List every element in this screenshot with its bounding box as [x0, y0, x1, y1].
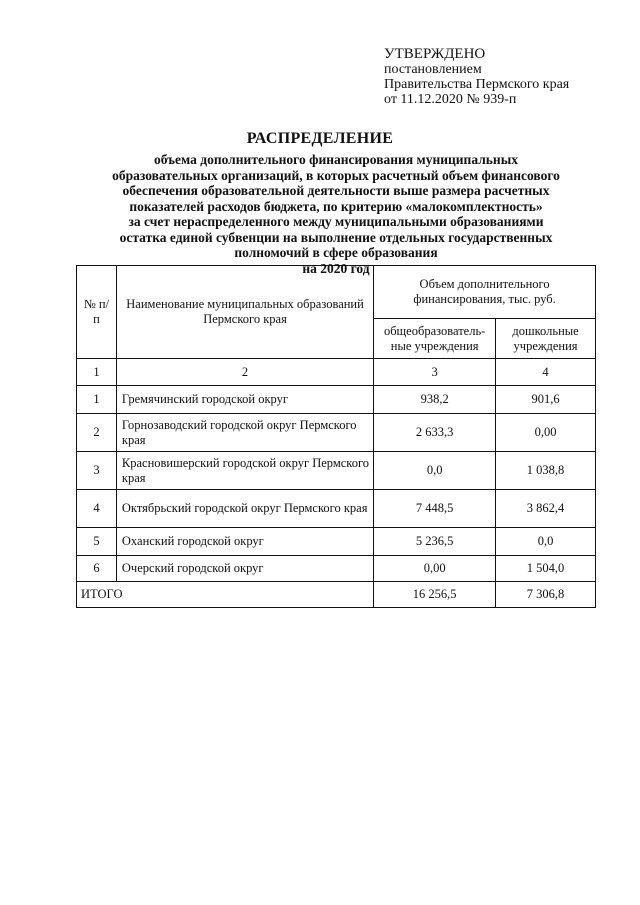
document-title: РАСПРЕДЕЛЕНИЕ — [246, 130, 394, 147]
row-name: Оханский городской округ — [116, 528, 373, 556]
distribution-table — [76, 265, 596, 608]
approval-line: Правительства Пермского края — [384, 77, 570, 92]
row-number: 5 — [77, 528, 117, 556]
header-number: № п/п — [77, 266, 117, 359]
total-preschool: 7 306,8 — [496, 582, 596, 608]
subtitle-line: показателей расходов бюджета, по критерию «малокомплектность» — [129, 198, 543, 214]
row-general: 938,2 — [374, 386, 496, 414]
subtitle-line: остатка единой субвенции на выполнение отдельных государственных — [119, 229, 553, 245]
approval-stamp — [384, 47, 569, 107]
approval-heading: УТВЕРЖДЕНО — [384, 46, 486, 62]
table-row — [77, 528, 596, 556]
approval-line: постановлением — [384, 62, 482, 77]
row-general: 0,00 — [374, 556, 496, 582]
header-general: общеобразователь-ные учреждения — [374, 319, 496, 359]
row-preschool: 1 038,8 — [496, 452, 596, 490]
header-name: Наименование муниципальных образований Пермского края — [116, 266, 373, 359]
row-number: 3 — [77, 452, 117, 490]
index-cell: 3 — [374, 359, 496, 386]
header-preschool: дошкольные учреждения — [496, 319, 596, 359]
subtitle-line: обеспечения образовательной деятельности выше размера расчетных — [122, 183, 550, 198]
index-cell: 4 — [496, 359, 596, 386]
row-name: Очерский городской округ — [116, 556, 373, 582]
table-row — [77, 386, 596, 414]
row-general: 2 633,3 — [374, 414, 496, 452]
document-subtitle — [82, 152, 590, 276]
subtitle-line: на 2020 год — [302, 260, 370, 276]
approval-date: от 11.12.2020 № 939-п — [384, 92, 517, 107]
row-number: 6 — [77, 556, 117, 582]
index-cell: 1 — [77, 359, 117, 386]
table-index-row — [77, 359, 596, 386]
subtitle-line: полномочий в сфере образования — [234, 245, 438, 260]
subtitle-line: образовательных организаций, в которых расчетный объем финансового — [112, 167, 560, 183]
row-number: 4 — [77, 490, 117, 528]
row-preschool: 1 504,0 — [496, 556, 596, 582]
row-preschool: 0,00 — [496, 414, 596, 452]
row-general: 5 236,5 — [374, 528, 496, 556]
table-row — [77, 490, 596, 528]
row-name: Горнозаводский городской округ Пермского края — [116, 414, 373, 452]
row-name: Красновишерский городской округ Пермского края — [116, 452, 373, 490]
row-name: Октябрьский городской округ Пермского края — [116, 490, 373, 528]
total-general: 16 256,5 — [374, 582, 496, 608]
header-volume: Объем дополнительного финансирования, тыс. руб. — [374, 266, 596, 319]
row-preschool: 901,6 — [496, 386, 596, 414]
table-row — [77, 556, 596, 582]
row-name: Гремячинский городской округ — [116, 386, 373, 414]
row-general: 7 448,5 — [374, 490, 496, 528]
row-preschool: 3 862,4 — [496, 490, 596, 528]
table-row — [77, 452, 596, 490]
subtitle-line: за счет нераспределенного между муниципальными образованиями — [128, 214, 544, 229]
row-number: 1 — [77, 386, 117, 414]
row-general: 0,0 — [374, 452, 496, 490]
row-preschool: 0,0 — [496, 528, 596, 556]
table-row — [77, 414, 596, 452]
row-number: 2 — [77, 414, 117, 452]
index-cell: 2 — [116, 359, 373, 386]
subtitle-line: объема дополнительного финансирования муниципальных — [154, 152, 518, 167]
table-total-row — [77, 582, 596, 608]
total-label: ИТОГО — [77, 582, 374, 608]
